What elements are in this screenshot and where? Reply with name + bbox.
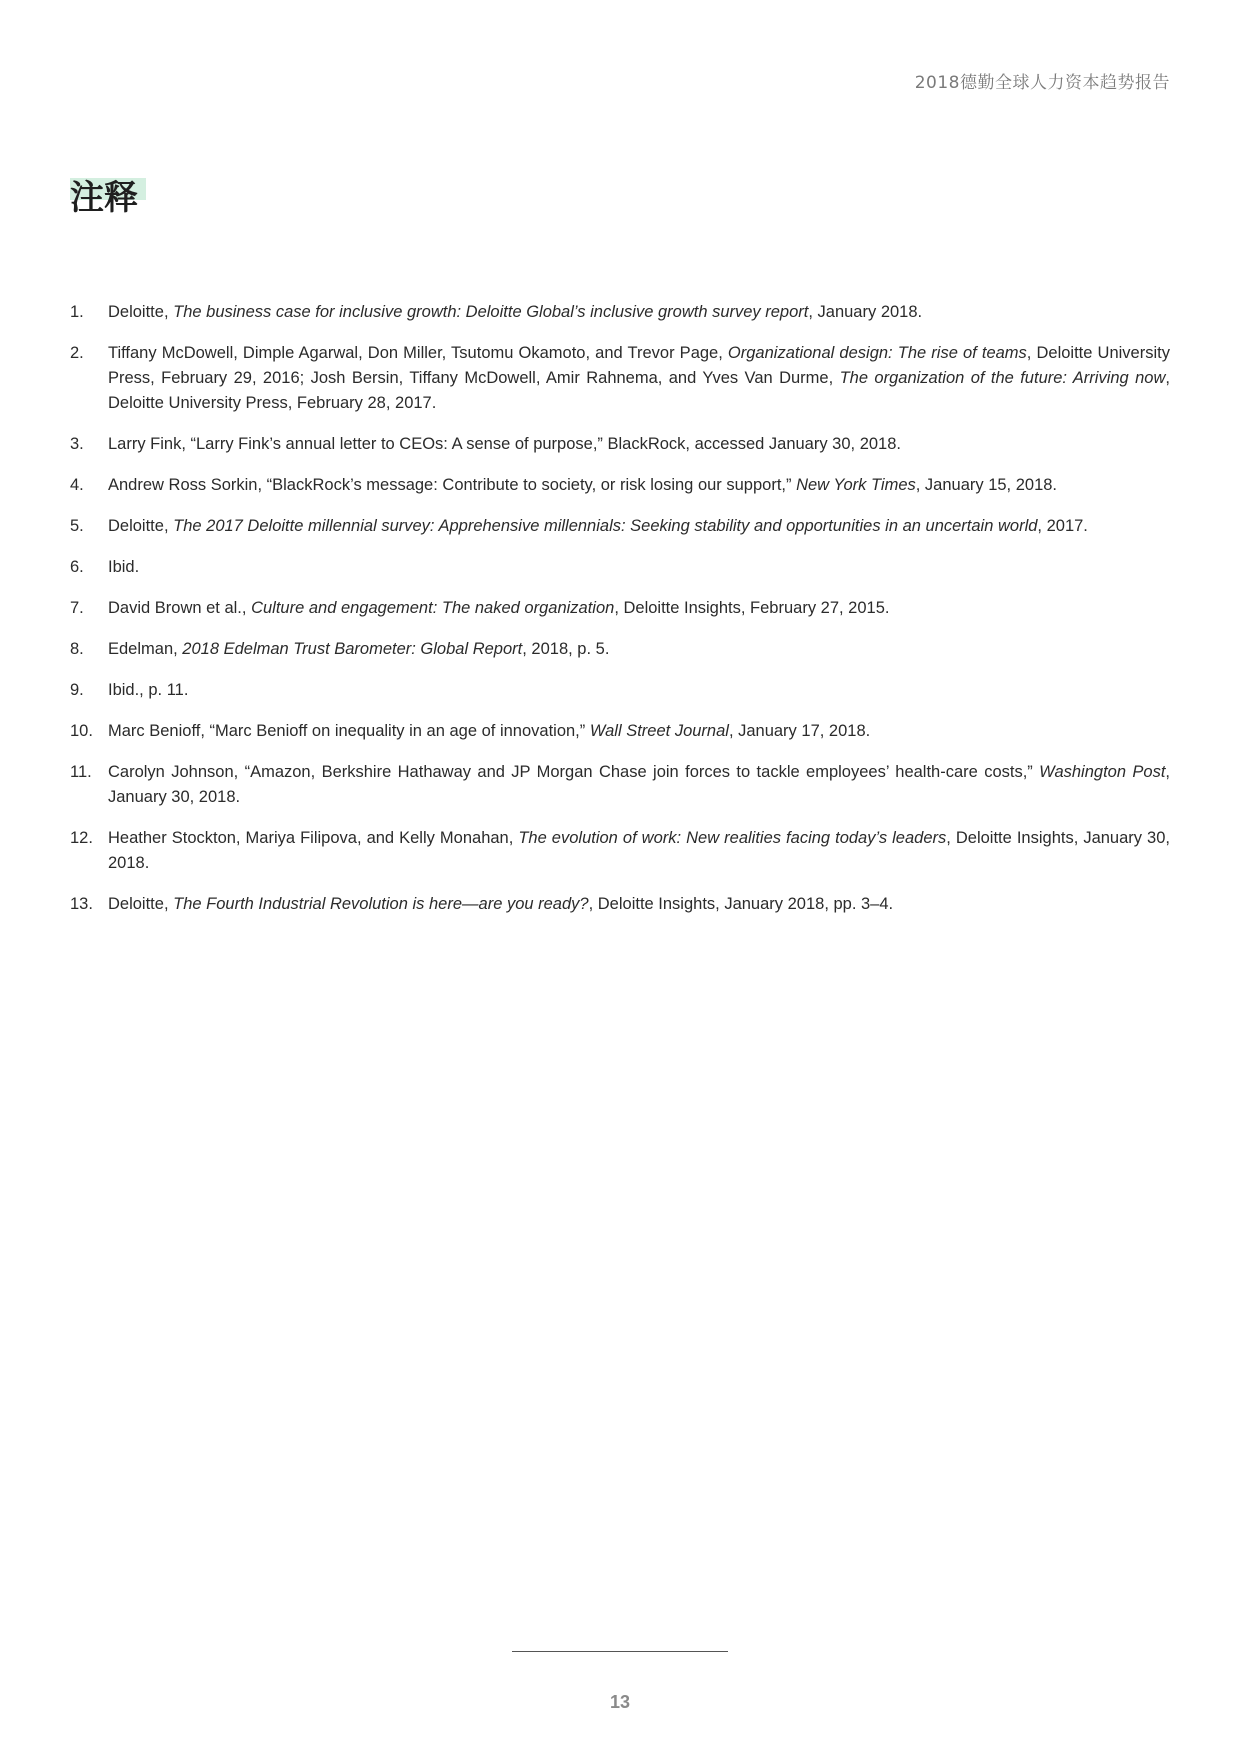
endnote-number: 7. — [70, 599, 84, 617]
page-title-block — [70, 178, 138, 219]
endnote-text-part: Heather Stockton, Mariya Filipova, and Kelly Monahan, — [108, 829, 519, 847]
endnote-1 — [70, 300, 1170, 325]
endnote-number: 6. — [70, 558, 84, 576]
endnote-5 — [70, 514, 1170, 539]
endnote-6 — [70, 555, 1170, 580]
endnote-8 — [70, 637, 1170, 662]
endnote-9 — [70, 678, 1170, 703]
endnote-text-part: Deloitte, — [108, 895, 174, 913]
endnote-title-italic: The evolution of work: New realities facing today’s leaders — [518, 829, 947, 847]
endnote-text-part: Edelman, — [108, 640, 183, 658]
endnote-text-part: , Deloitte University Press, February 28, 2017. — [108, 369, 1170, 412]
endnote-title-italic: Wall Street Journal — [589, 722, 729, 740]
endnote-text-part: David Brown et al., — [108, 599, 252, 617]
endnote-title-italic: Washington Post — [1039, 763, 1166, 781]
endnote-text-part: , Deloitte Insights, January 2018, pp. 3–4. — [588, 895, 894, 913]
endnote-number: 13. — [70, 895, 93, 913]
endnote-3 — [70, 432, 1170, 457]
endnote-text — [108, 555, 1170, 580]
endnote-title-italic: The business case for inclusive growth: Deloitte Global’s inclusive growth survey report — [173, 303, 809, 321]
endnote-2 — [70, 341, 1170, 416]
endnote-text-part: , Deloitte University Press, February 29, 2016; Josh Bersin, Tiffany McDowell, Amir Rahnema, and Yves Van Durme, — [108, 344, 1170, 387]
endnote-number: 12. — [70, 829, 93, 847]
endnote-title-italic: 2018 Edelman Trust Barometer: Global Report — [182, 640, 523, 658]
endnote-text — [108, 637, 1170, 662]
endnote-text-part: Carolyn Johnson, “Amazon, Berkshire Hathaway and JP Morgan Chase join forces to tackle employees’ health-care costs,” — [108, 763, 1040, 781]
endnote-number: 5. — [70, 517, 84, 535]
endnote-text — [108, 678, 1170, 703]
endnote-number: 10. — [70, 722, 93, 740]
endnote-text-part: , Deloitte Insights, January 30, 2018. — [108, 829, 1170, 872]
page-number: 13 — [609, 1692, 631, 1712]
endnote-text-part: Deloitte, — [108, 517, 174, 535]
endnote-text — [108, 514, 1170, 539]
endnote-number: 1. — [70, 303, 84, 321]
endnote-text-part: , January 15, 2018. — [915, 476, 1058, 494]
endnote-text — [108, 826, 1170, 876]
endnote-13 — [70, 892, 1170, 917]
endnote-title-italic: The 2017 Deloitte millennial survey: Apprehensive millennials: Seeking stability and opportunities in an uncertain world — [173, 517, 1038, 535]
endnote-7 — [70, 596, 1170, 621]
endnote-text-part: , Deloitte Insights, February 27, 2015. — [614, 599, 890, 617]
endnote-text-part: , January 30, 2018. — [108, 763, 1170, 806]
endnote-text — [108, 432, 1170, 457]
endnote-text — [108, 341, 1170, 416]
endnote-text-part: , January 17, 2018. — [728, 722, 871, 740]
endnote-text — [108, 719, 1170, 744]
endnote-text-part: Ibid., p. 11. — [108, 681, 189, 699]
running-header: 2018德勤全球人力资本趋势报告 — [914, 73, 1170, 93]
endnote-text-part: Andrew Ross Sorkin, “BlackRock’s message: Contribute to society, or risk losing our support,” — [108, 476, 797, 494]
endnote-text-part: Ibid. — [108, 558, 140, 576]
endnote-text-part: Marc Benioff, “Marc Benioff on inequality in an age of innovation,” — [108, 722, 590, 740]
endnote-number: 2. — [70, 344, 84, 362]
endnote-text-part: , 2017. — [1037, 517, 1088, 535]
endnote-text-part: Tiffany McDowell, Dimple Agarwal, Don Miller, Tsutomu Okamoto, and Trevor Page, — [108, 344, 728, 362]
endnote-number: 4. — [70, 476, 84, 494]
endnotes-list — [70, 300, 1170, 933]
endnote-12 — [70, 826, 1170, 876]
endnote-text — [108, 892, 1170, 917]
endnote-text — [108, 473, 1170, 498]
endnote-title-italic: New York Times — [796, 476, 916, 494]
endnote-title-italic: Culture and engagement: The naked organization — [251, 599, 615, 617]
page-title: 注释 — [70, 178, 138, 218]
endnote-text — [108, 760, 1170, 810]
endnote-text-part: Larry Fink, “Larry Fink’s annual letter to CEOs: A sense of purpose,” BlackRock, accessed January 30, 2018. — [108, 435, 901, 453]
endnote-number: 8. — [70, 640, 84, 658]
endnote-number: 9. — [70, 681, 84, 699]
endnote-text-part: , 2018, p. 5. — [522, 640, 610, 658]
endnote-title-italic: The organization of the future: Arriving now — [839, 369, 1166, 387]
endnote-4 — [70, 473, 1170, 498]
endnote-text — [108, 596, 1170, 621]
endnote-10 — [70, 719, 1170, 744]
endnote-number: 3. — [70, 435, 84, 453]
endnote-text-part: Deloitte, — [108, 303, 174, 321]
endnote-text-part: , January 2018. — [808, 303, 923, 321]
endnote-number: 11. — [70, 763, 92, 781]
endnote-title-italic: Organizational design: The rise of teams — [727, 344, 1027, 362]
endnote-title-italic: The Fourth Industrial Revolution is here—are you ready? — [173, 895, 589, 913]
endnote-11 — [70, 760, 1170, 810]
footer-divider — [512, 1651, 728, 1652]
endnote-text — [108, 300, 1170, 325]
